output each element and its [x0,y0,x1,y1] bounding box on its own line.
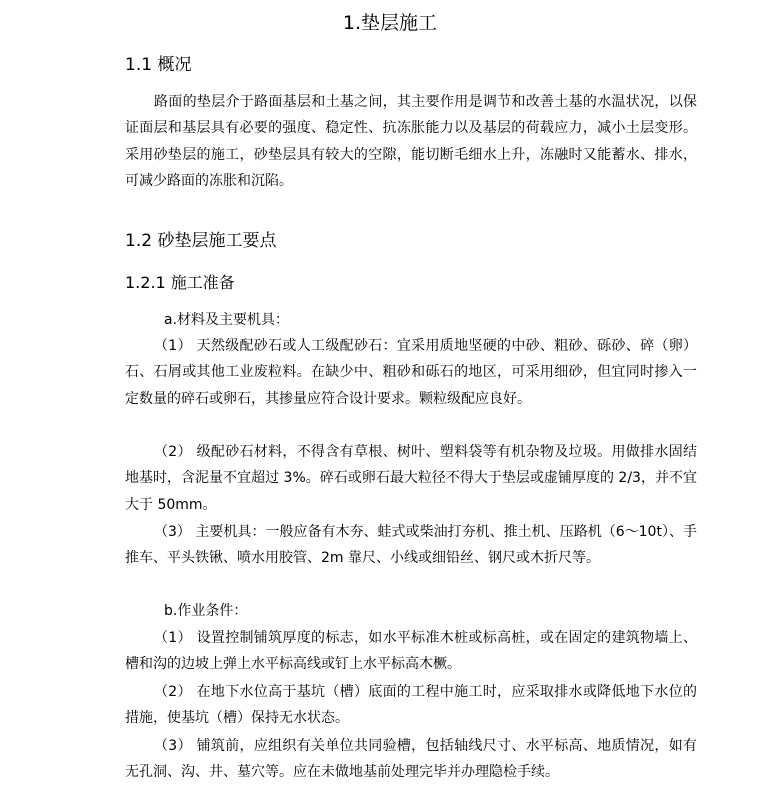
part-a-item-2: （2） 级配砂石材料，不得含有草根、树叶、塑料袋等有机杂物及垃圾。用做排水固结地基时，含泥量不宜超过 3%。碎石或卵石最大粒径不得大于垫层或虚铺厚度的 2/3，并不宜大于 50mm。 [125,444,697,513]
part-a-item-1: （1） 天然级配砂石或人工级配砂石：宜采用质地坚硬的中砂、粗砂、砾砂、碎（卵）石、石屑或其他工业废粒料。在缺少中、粗砂和砾石的地区，可采用细砂，但宜同时掺入一定数量的碎石或卵石，其掺量应符合设计要求。颗粒级配应良好。 [125,338,697,407]
document-title: 1.垫层施工 [342,12,438,34]
part-b-item-2: （2） 在地下水位高于基坑（槽）底面的工程中施工时，应采取排水或降低地下水位的措施，使基坑（槽）保持无水状态。 [125,684,697,727]
subsection-heading-preparation: 1.2.1 施工准备 [125,273,235,292]
part-b-label: b.作业条件： [164,603,248,619]
part-a-label: a.材料及主要机具： [164,312,290,328]
part-a-item-3: （3） 主要机具：一般应备有木夯、蛙式或柴油打夯机、推土机、压路机（6～10t）、手推车、平头铁锹、喷水用胶管、2m 靠尺、小线或细铅丝、钢尺或木折尺等。 [125,524,697,567]
section-heading-sand-cushion: 1.2 砂垫层施工要点 [125,231,277,251]
overview-paragraph: 路面的垫层介于路面基层和土基之间，其主要作用是调节和改善土基的水温状况，以保证面层和基层具有必要的强度、稳定性、抗冻胀能力以及基层的荷载应力，减小土层变形。采用砂垫层的施工，砂垫层具有较大的空隙，能切断毛细水上升，冻融时又能蓄水、排水，可减少路面的冻胀和沉陷。 [125,94,697,190]
section-heading-overview: 1.1 概况 [125,55,192,75]
part-b-item-1: （1） 设置控制铺筑厚度的标志，如水平标准木桩或标高桩，或在固定的建筑物墙上、槽和沟的边坡上弹上水平标高线或钉上水平标高木橛。 [125,630,697,673]
part-b-item-3: （3） 铺筑前，应组织有关单位共同验槽，包括轴线尺寸、水平标高、地质情况，如有无孔洞、沟、井、墓穴等。应在未做地基前处理完毕并办理隐检手续。 [125,738,697,781]
